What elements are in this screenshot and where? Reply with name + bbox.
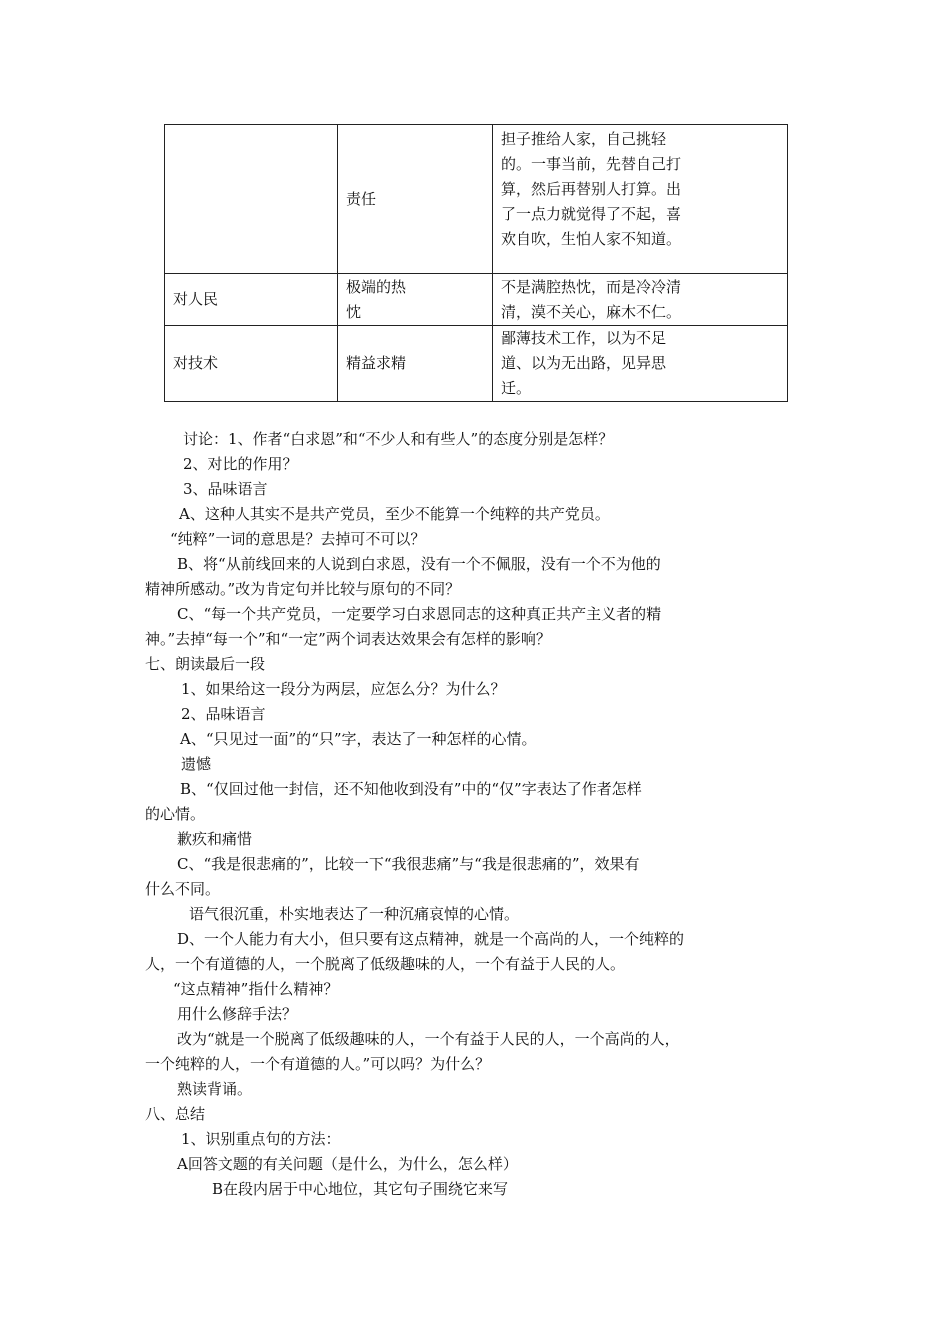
- text-line: B、“仅回过他一封信，还不知他收到没有”中的“仅”字表达了作者怎样: [180, 780, 642, 798]
- text-line: “这点精神”指什么精神？: [173, 980, 339, 998]
- text-line: A、这种人其实不是共产党员，至少不能算一个纯粹的共产党员。: [179, 505, 610, 523]
- text-line: 人，一个有道德的人，一个脱离了低级趣味的人，一个有益于人民的人。: [145, 955, 626, 973]
- table-cell: 鄙薄技术工作，以为不足 道、以为无出路，见异思 迁。: [493, 326, 788, 402]
- table-cell: 责任: [338, 125, 493, 274]
- text-line: 用什么修辞手法？: [177, 1005, 298, 1023]
- text-line: C、“每一个共产党员，一定要学习白求恩同志的这种真正共产主义者的精: [177, 605, 662, 623]
- table-cell: 对人民: [165, 274, 338, 326]
- comparison-table: [164, 124, 788, 402]
- text-line: 3、品味语言: [183, 480, 268, 498]
- text-line: 语气很沉重，朴实地表达了一种沉痛哀悼的心情。: [189, 905, 520, 923]
- table-row: [165, 274, 788, 326]
- text-line: 讨论：1、作者“白求恩”和“不少人和有些人”的态度分别是怎样？: [183, 430, 614, 448]
- text-line: B、将“从前线回来的人说到白求恩，没有一个不佩服，没有一个不为他的: [177, 555, 661, 573]
- text-line: B在段内居于中心地位，其它句子围绕它来写: [212, 1180, 509, 1198]
- text-line: A回答文题的有关问题（是什么，为什么，怎么样）: [177, 1155, 518, 1173]
- text-line: 歉疚和痛惜: [177, 830, 253, 848]
- text-line: A、“只见过一面”的“只”字，表达了一种怎样的心情。: [180, 730, 537, 748]
- text-line: 熟读背诵。: [177, 1080, 253, 1098]
- text-line: D、一个人能力有大小，但只要有这点精神，就是一个高尚的人，一个纯粹的: [177, 930, 685, 948]
- text-line: C、“我是很悲痛的”，比较一下“我很悲痛”与“我是很悲痛的”，效果有: [177, 855, 640, 873]
- text-line: 1、识别重点句的方法：: [181, 1130, 341, 1148]
- section-heading: 七、朗读最后一段: [145, 655, 266, 673]
- text-line: 神。”去掉“每一个”和“一定”两个词表达效果会有怎样的影响？: [145, 630, 551, 648]
- text-line: 1、如果给这一段分为两层，应怎么分？为什么？: [181, 680, 506, 698]
- table-cell: [165, 125, 338, 274]
- text-line: 的心情。: [145, 805, 206, 823]
- table-cell: 不是满腔热忱，而是冷冷清 清，漠不关心，麻木不仁。: [493, 274, 788, 326]
- table-row: [165, 125, 788, 274]
- table-cell: 精益求精: [338, 326, 493, 402]
- text-line: 遗憾: [181, 755, 212, 773]
- table-cell: 担子推给人家，自己挑轻 的。一事当前，先替自己打 算，然后再替别人打算。出 了一点力就觉得了不起，喜 欢自吹，生怕人家不知道。: [493, 125, 788, 274]
- text-line: 一个纯粹的人，一个有道德的人。”可以吗？为什么？: [145, 1055, 491, 1073]
- text-line: 什么不同。: [145, 880, 221, 898]
- table-row: [165, 326, 788, 402]
- text-line: 2、对比的作用？: [183, 455, 298, 473]
- table-cell: 对技术: [165, 326, 338, 402]
- text-line: “纯粹”一词的意思是？去掉可不可以？: [170, 530, 426, 548]
- text-line: 改为“就是一个脱离了低级趣味的人，一个有益于人民的人，一个高尚的人，: [177, 1030, 680, 1048]
- text-line: 2、品味语言: [181, 705, 266, 723]
- text-line: 精神所感动。”改为肯定句并比较与原句的不同？: [145, 580, 461, 598]
- section-heading: 八、总结: [145, 1105, 206, 1123]
- table-cell: 极端的热 忱: [338, 274, 493, 326]
